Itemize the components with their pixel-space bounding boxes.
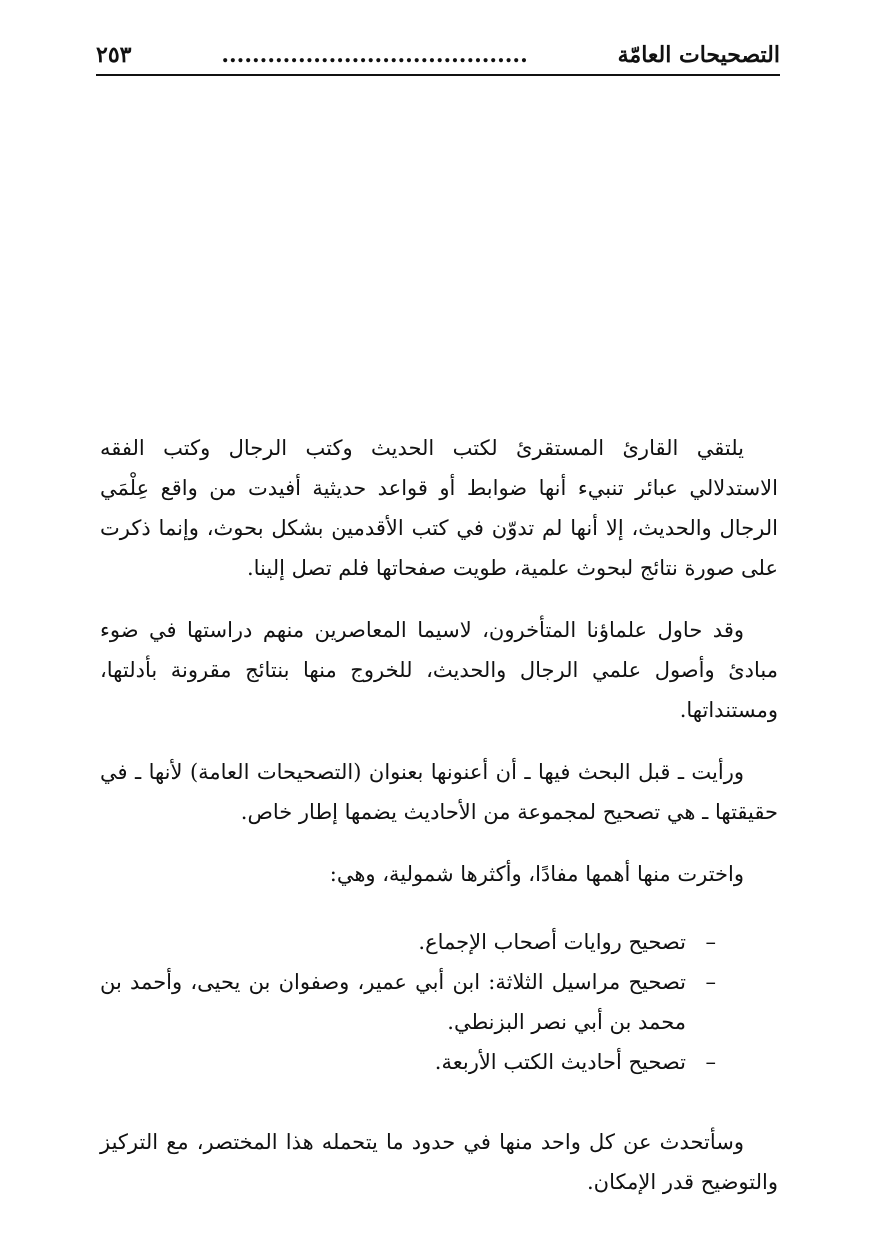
list-item-text: تصحيح روايات أصحاب الإجماع. <box>418 930 686 954</box>
running-header-title: التصحيحات العامّة <box>617 42 780 68</box>
paragraph-3: ورأيت ـ قبل البحث فيها ـ أن أعنونها بعنوان (التصحيحات العامة) لأنها ـ في حقيقتها ـ هي تصحيح لمجموعة من الأحاديث يضمها إطار خاص. <box>100 760 778 824</box>
body-text <box>100 428 778 1224</box>
paragraph-1: يلتقي القارئ المستقرئ لكتب الحديث وكتب الرجال وكتب الفقه الاستدلالي عبائر تنبيء أنها ضوابط أو قواعد حديثية أفيدت من واقع عِلْمَي الرجال والحديث، إلا أنها لم تدوّن في كتب الأقدمين بشكل بحوث، وإنما ذكرت على صورة نتائج لبحوث علمية، طويت صفحاتها فلم تصل إلينا. <box>100 436 778 580</box>
bullet-list <box>100 922 778 1082</box>
running-header-leader-dots: ........................................ <box>221 42 528 68</box>
list-item <box>100 962 778 1042</box>
list-item-text: تصحيح مراسيل الثلاثة: ابن أبي عمير، وصفوان بن يحيى، وأحمد بن محمد بن أبي نصر البزنطي. <box>100 970 686 1034</box>
list-dash: – <box>705 1050 716 1074</box>
list-item <box>100 922 778 962</box>
page-number: ٢٥٣ <box>96 42 132 68</box>
list-dash: – <box>705 930 716 954</box>
paragraph-5: وسأتحدث عن كل واحد منها في حدود ما يتحمله هذا المختصر، مع التركيز والتوضيح قدر الإمكان. <box>100 1130 778 1194</box>
paragraph-4: واخترت منها أهمها مفادًا، وأكثرها شمولية، وهي: <box>329 862 744 886</box>
header-rule <box>96 74 780 76</box>
list-item <box>100 1042 778 1082</box>
paragraph-2: وقد حاول علماؤنا المتأخرون، لاسيما المعاصرين منهم دراستها في ضوء مبادئ وأصول علمي الرجال والحديث، للخروج منها بنتائج مقرونة بأدلتها، ومستنداتها. <box>100 618 778 722</box>
running-header <box>96 38 780 72</box>
list-dash: – <box>705 970 716 994</box>
list-item-text: تصحيح أحاديث الكتب الأربعة. <box>434 1050 686 1074</box>
